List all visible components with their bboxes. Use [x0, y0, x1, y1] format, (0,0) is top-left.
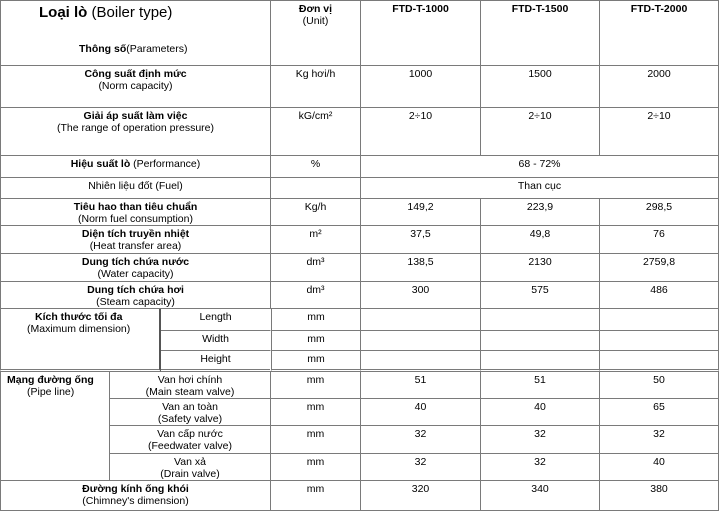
dimension-height-value-1 [361, 351, 481, 372]
consumption-value-1: 149,2 [361, 199, 481, 226]
pressure-value-1: 2÷10 [361, 108, 481, 156]
dimension-length-value-2 [481, 309, 600, 331]
pipe-feedwater-value-2: 32 [481, 426, 600, 454]
dimension-label: Kích thước tối đa (Maximum dimension) [0, 309, 161, 372]
pipe-feedwater-unit: mm [271, 426, 361, 454]
pipe-main-steam-unit: mm [271, 372, 361, 399]
pressure-value-3: 2÷10 [600, 108, 719, 156]
capacity-unit: Kg hơi/h [271, 66, 361, 108]
dimension-sub-length: Length [161, 309, 271, 331]
pipe-line-label: Mạng đường ống (Pipe line) [0, 372, 110, 481]
boiler-type-title: Loại lò (Boiler type) [39, 4, 173, 21]
consumption-label: Tiêu hao than tiêu chuẩn (Norm fuel consumption) [0, 199, 271, 226]
pipe-main-steam-value-2: 51 [481, 372, 600, 399]
steam-capacity-value-1: 300 [361, 282, 481, 309]
performance-label: Hiệu suất lò (Performance) [0, 156, 271, 178]
dimension-length-value-1 [361, 309, 481, 331]
water-capacity-value-1: 138,5 [361, 254, 481, 282]
pipe-drain-unit: mm [271, 454, 361, 481]
water-capacity-label: Dung tích chứa nước (Water capacity) [0, 254, 271, 282]
model-header-2: FTD-T-1500 [481, 0, 600, 66]
dimension-width-value-2 [481, 331, 600, 351]
pipe-main-steam-label: Van hơi chính (Main steam valve) [110, 372, 271, 399]
heat-area-unit: m² [271, 226, 361, 254]
heat-area-value-2: 49,8 [481, 226, 600, 254]
heat-area-label: Diện tích truyền nhiệt (Heat transfer area) [0, 226, 271, 254]
pipe-drain-label: Van xả (Drain valve) [110, 454, 271, 481]
pressure-value-2: 2÷10 [481, 108, 600, 156]
chimney-unit: mm [271, 481, 361, 511]
pipe-safety-value-2: 40 [481, 399, 600, 426]
dimension-height-unit: mm [271, 351, 361, 372]
pipe-main-steam-value-3: 50 [600, 372, 719, 399]
steam-capacity-value-3: 486 [600, 282, 719, 309]
pipe-drain-value-3: 40 [600, 454, 719, 481]
fuel-label: Nhiên liệu đốt (Fuel) [0, 178, 271, 199]
fuel-unit [271, 178, 361, 199]
fuel-value: Than cục [361, 178, 719, 199]
pipe-safety-unit: mm [271, 399, 361, 426]
model-header-1: FTD-T-1000 [361, 0, 481, 66]
steam-capacity-value-2: 575 [481, 282, 600, 309]
pipe-safety-value-1: 40 [361, 399, 481, 426]
pipe-drain-value-2: 32 [481, 454, 600, 481]
water-capacity-unit: dm³ [271, 254, 361, 282]
dimension-width-value-1 [361, 331, 481, 351]
dimension-width-value-3 [600, 331, 719, 351]
pressure-unit: kG/cm² [271, 108, 361, 156]
steam-capacity-label: Dung tích chứa hơi (Steam capacity) [0, 282, 271, 309]
capacity-label: Công suất định mức (Norm capacity) [0, 66, 271, 108]
dimension-width-unit: mm [271, 331, 361, 351]
consumption-unit: Kg/h [271, 199, 361, 226]
pipe-drain-value-1: 32 [361, 454, 481, 481]
pipe-feedwater-label: Van cấp nước (Feedwater valve) [110, 426, 271, 454]
parameters-label: Thông số(Parameters) [79, 43, 188, 55]
consumption-value-3: 298,5 [600, 199, 719, 226]
pipe-feedwater-value-3: 32 [600, 426, 719, 454]
capacity-value-3: 2000 [600, 66, 719, 108]
dimension-height-value-3 [600, 351, 719, 372]
chimney-value-2: 340 [481, 481, 600, 511]
header-unit-cell: Đơn vị (Unit) [271, 0, 361, 66]
water-capacity-value-2: 2130 [481, 254, 600, 282]
dimension-height-value-2 [481, 351, 600, 372]
consumption-value-2: 223,9 [481, 199, 600, 226]
chimney-value-1: 320 [361, 481, 481, 511]
chimney-value-3: 380 [600, 481, 719, 511]
dimension-sub-height: Height [161, 351, 271, 372]
capacity-value-2: 1500 [481, 66, 600, 108]
pipe-feedwater-value-1: 32 [361, 426, 481, 454]
capacity-value-1: 1000 [361, 66, 481, 108]
pipe-safety-label: Van an toàn (Safety valve) [110, 399, 271, 426]
dimension-sub-width: Width [161, 331, 271, 351]
header-title-cell [0, 0, 271, 66]
chimney-label: Đường kính ống khói (Chimney's dimension) [0, 481, 271, 511]
model-header-3: FTD-T-2000 [600, 0, 719, 66]
heat-area-value-3: 76 [600, 226, 719, 254]
dimension-length-value-3 [600, 309, 719, 331]
pipe-main-steam-value-1: 51 [361, 372, 481, 399]
steam-capacity-unit: dm³ [271, 282, 361, 309]
performance-value: 68 - 72% [361, 156, 719, 178]
heat-area-value-1: 37,5 [361, 226, 481, 254]
pipe-safety-value-3: 65 [600, 399, 719, 426]
dimension-length-unit: mm [271, 309, 361, 331]
water-capacity-value-3: 2759,8 [600, 254, 719, 282]
performance-unit: % [271, 156, 361, 178]
pressure-label: Giải áp suất làm việc (The range of operation pressure) [0, 108, 271, 156]
